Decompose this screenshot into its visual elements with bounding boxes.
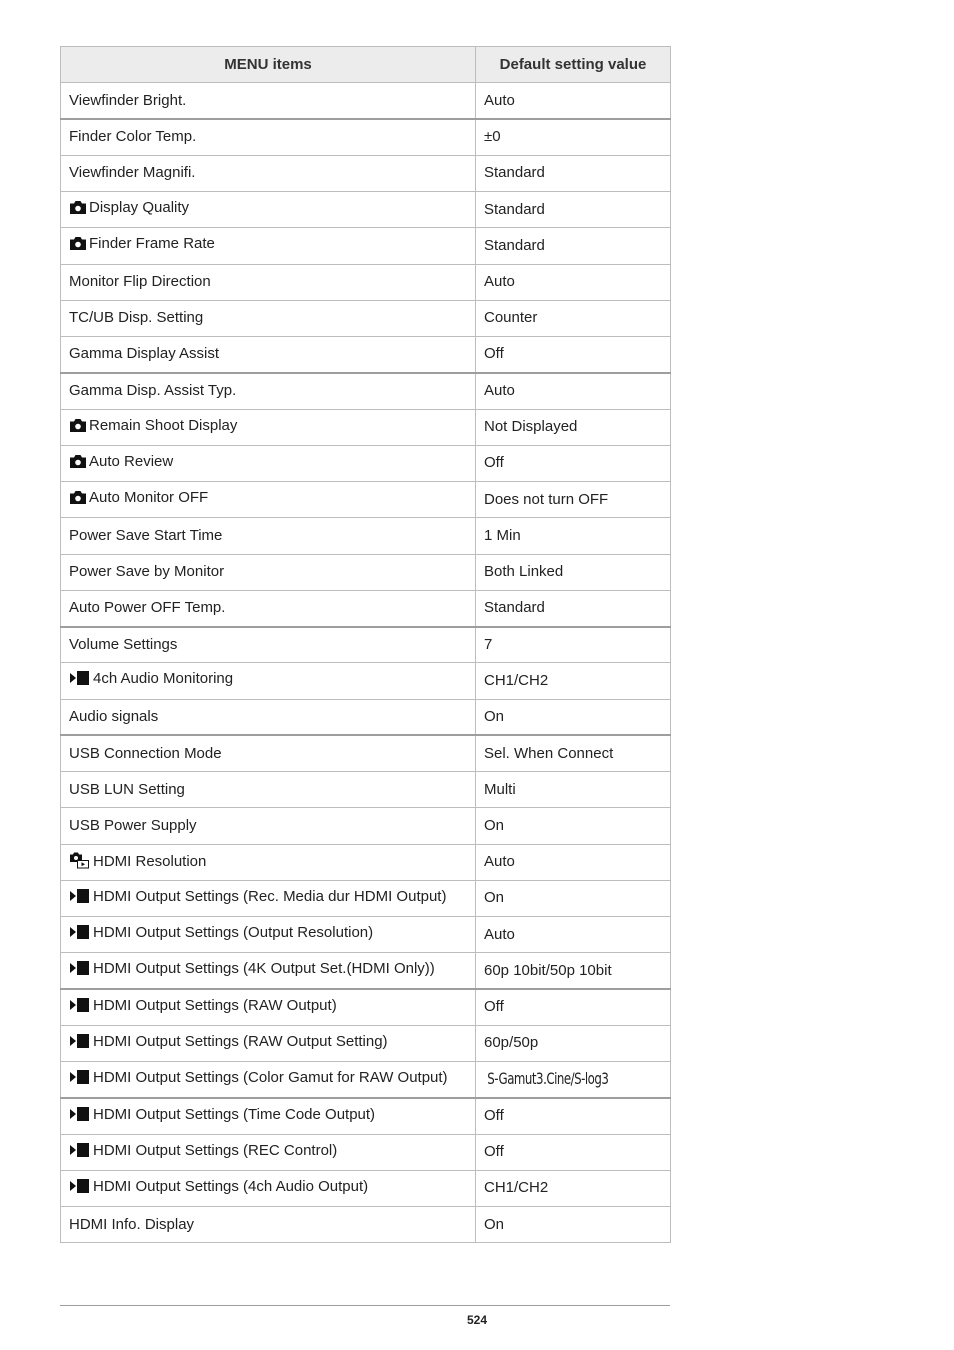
table-row [61, 482, 671, 518]
default-value-cell [476, 808, 671, 844]
menu-item-cell [61, 1207, 476, 1243]
menu-item-label: Remain Shoot Display [89, 416, 238, 434]
table-row [61, 1170, 671, 1206]
default-value: Auto [484, 853, 515, 871]
table-row [61, 735, 671, 771]
default-value: CH1/CH2 [484, 671, 549, 689]
menu-item-cell [61, 482, 476, 518]
default-value: Auto [484, 273, 515, 291]
default-value-cell [476, 699, 671, 735]
default-value-cell [476, 518, 671, 554]
still-camera-icon [69, 453, 87, 474]
table-row [61, 808, 671, 844]
table-row [61, 300, 671, 336]
menu-item-label: HDMI Output Settings (REC Control) [93, 1141, 338, 1159]
table-row [61, 699, 671, 735]
page-number: 524 [466, 1313, 488, 1327]
table-row [61, 663, 671, 699]
column-header-default-value: Default setting value [476, 47, 671, 83]
menu-item-label: HDMI Output Settings (4ch Audio Output) [93, 1177, 369, 1195]
table-row [61, 445, 671, 481]
default-value-cell [476, 1098, 671, 1134]
menu-item-label: USB LUN Setting [69, 780, 185, 798]
default-value: ±0 [484, 128, 501, 146]
still-camera-icon [69, 235, 87, 256]
menu-item-cell [61, 989, 476, 1025]
table-row [61, 989, 671, 1025]
menu-item-cell [61, 192, 476, 228]
default-value: On [484, 707, 505, 725]
default-value: Off [484, 1143, 504, 1161]
default-value-cell [476, 119, 671, 155]
table-row [61, 627, 671, 663]
default-value: 7 [484, 635, 493, 653]
table-row [61, 337, 671, 373]
table-row [61, 1134, 671, 1170]
table-row [61, 772, 671, 808]
header-row [61, 47, 671, 83]
default-value-cell [476, 264, 671, 300]
default-value: Not Displayed [484, 418, 578, 436]
table-row [61, 192, 671, 228]
table-row [61, 554, 671, 590]
default-value: Counter [484, 309, 538, 327]
menu-item-cell [61, 119, 476, 155]
default-value-cell [476, 627, 671, 663]
movie-camera-icon [69, 1069, 91, 1090]
menu-item-cell [61, 264, 476, 300]
default-value-cell [476, 337, 671, 373]
table-row [61, 264, 671, 300]
menu-item-cell [61, 808, 476, 844]
default-value: Standard [484, 200, 545, 218]
menu-item-cell [61, 1134, 476, 1170]
menu-item-cell [61, 337, 476, 373]
menu-item-cell [61, 300, 476, 336]
default-value: Standard [484, 599, 545, 617]
table-row [61, 880, 671, 916]
menu-item-label: 4ch Audio Monitoring [93, 670, 234, 688]
default-value: Both Linked [484, 563, 564, 581]
default-value: Sel. When Connect [484, 744, 614, 762]
table-row [61, 518, 671, 554]
default-value: Does not turn OFF [484, 490, 609, 508]
default-value: On [484, 889, 505, 907]
table-row [61, 373, 671, 409]
default-value: 60p/50p [484, 1034, 539, 1052]
menu-item-label: Gamma Disp. Assist Typ. [69, 382, 237, 400]
default-value: Auto [484, 91, 515, 109]
menu-item-label: HDMI Output Settings (Output Resolution) [93, 924, 374, 942]
still-camera-icon [69, 199, 87, 220]
menu-item-cell [61, 228, 476, 264]
menu-item-label: Viewfinder Magnifi. [69, 164, 196, 182]
movie-camera-icon [69, 924, 91, 945]
menu-item-label: HDMI Output Settings (RAW Output) [93, 996, 337, 1014]
menu-item-cell [61, 1025, 476, 1061]
movie-camera-icon [69, 670, 91, 691]
menu-item-label: Auto Power OFF Temp. [69, 599, 226, 617]
default-value-cell [476, 772, 671, 808]
default-value-cell [476, 482, 671, 518]
default-value: Multi [484, 780, 516, 798]
default-value-cell [476, 300, 671, 336]
menu-item-label: TC/UB Disp. Setting [69, 309, 204, 327]
menu-item-cell [61, 155, 476, 191]
menu-item-cell [61, 590, 476, 626]
default-value-cell [476, 192, 671, 228]
menu-item-label: HDMI Output Settings (Rec. Media dur HDMI Output) [93, 887, 447, 905]
default-value-cell [476, 880, 671, 916]
default-value: On [484, 816, 505, 834]
default-value: Off [484, 1107, 504, 1125]
default-value: On [484, 1215, 505, 1233]
menu-item-label: Monitor Flip Direction [69, 273, 211, 291]
table-row [61, 155, 671, 191]
default-value: CH1/CH2 [484, 1179, 549, 1197]
menu-item-label: Volume Settings [69, 635, 178, 653]
menu-item-cell [61, 772, 476, 808]
movie-camera-icon [69, 888, 91, 909]
menu-item-label: USB Connection Mode [69, 744, 222, 762]
default-value-cell [476, 953, 671, 989]
menu-item-cell [61, 554, 476, 590]
menu-item-cell [61, 663, 476, 699]
default-value: Standard [484, 236, 545, 254]
default-value-cell [476, 1170, 671, 1206]
menu-item-cell [61, 735, 476, 771]
still-camera-icon [69, 417, 87, 438]
menu-item-cell [61, 518, 476, 554]
default-value-cell [476, 409, 671, 445]
default-value-cell [476, 663, 671, 699]
movie-camera-icon [69, 1106, 91, 1127]
default-value-cell [476, 228, 671, 264]
default-value-cell [476, 1134, 671, 1170]
default-value: S-Gamut3.Cine/S-log3 [487, 1068, 609, 1088]
still-camera-icon [69, 489, 87, 510]
default-value-cell [476, 917, 671, 953]
table-row [61, 409, 671, 445]
menu-item-cell [61, 844, 476, 880]
default-value-cell [476, 989, 671, 1025]
default-value: Auto [484, 382, 515, 400]
menu-item-label: HDMI Output Settings (Color Gamut for RAW Output) [93, 1068, 448, 1086]
menu-item-cell [61, 917, 476, 953]
table-row [61, 119, 671, 155]
menu-item-label: Viewfinder Bright. [69, 91, 187, 109]
menu-item-cell [61, 1098, 476, 1134]
menu-item-label: Power Save by Monitor [69, 563, 225, 581]
table-row [61, 590, 671, 626]
menu-item-label: HDMI Output Settings (RAW Output Setting) [93, 1032, 388, 1050]
menu-item-cell [61, 409, 476, 445]
menu-item-label: Finder Frame Rate [89, 235, 215, 253]
movie-camera-icon [69, 1033, 91, 1054]
menu-item-label: Power Save Start Time [69, 526, 223, 544]
table-row [61, 917, 671, 953]
menu-item-label: Auto Review [89, 452, 174, 470]
menu-item-label: HDMI Output Settings (Time Code Output) [93, 1105, 376, 1123]
menu-item-cell [61, 880, 476, 916]
menu-item-cell [61, 953, 476, 989]
default-value-cell [476, 735, 671, 771]
default-value: Auto [484, 925, 515, 943]
menu-item-label: Display Quality [89, 199, 190, 217]
movie-camera-icon [69, 1178, 91, 1199]
default-value-cell [476, 373, 671, 409]
table-row [61, 1207, 671, 1243]
footer-divider [60, 1305, 670, 1306]
menu-item-cell [61, 699, 476, 735]
table-row [61, 83, 671, 119]
default-value: Standard [484, 164, 545, 182]
menu-item-cell [61, 445, 476, 481]
menu-item-label: Finder Color Temp. [69, 128, 197, 146]
menu-item-label: HDMI Resolution [93, 852, 207, 870]
default-value: 1 Min [484, 526, 521, 544]
menu-item-cell [61, 373, 476, 409]
menu-item-cell [61, 83, 476, 119]
table-row [61, 844, 671, 880]
settings-table [60, 46, 671, 1243]
camera-playback-icon [69, 851, 91, 874]
default-value-cell [476, 83, 671, 119]
default-value-cell [476, 1062, 671, 1098]
default-value-cell [476, 1025, 671, 1061]
default-value-cell [476, 1207, 671, 1243]
default-value: 60p 10bit/50p 10bit [484, 961, 612, 979]
default-value: Off [484, 345, 504, 363]
default-value: Off [484, 454, 504, 472]
menu-item-cell [61, 1062, 476, 1098]
default-value-cell [476, 844, 671, 880]
default-value: Off [484, 998, 504, 1016]
default-value-cell [476, 554, 671, 590]
table-row [61, 1025, 671, 1061]
table-row [61, 953, 671, 989]
menu-item-label: HDMI Output Settings (4K Output Set.(HDMI Only)) [93, 960, 435, 978]
menu-item-cell [61, 1170, 476, 1206]
default-value-cell [476, 155, 671, 191]
table-row [61, 228, 671, 264]
movie-camera-icon [69, 960, 91, 981]
movie-camera-icon [69, 997, 91, 1018]
table-row [61, 1098, 671, 1134]
default-value-cell [476, 590, 671, 626]
menu-item-label: USB Power Supply [69, 816, 197, 834]
column-header-menu-items: MENU items [61, 47, 476, 83]
default-value-cell [476, 445, 671, 481]
menu-item-label: Audio signals [69, 707, 159, 725]
menu-item-label: Auto Monitor OFF [89, 489, 209, 507]
table-row [61, 1062, 671, 1098]
menu-item-label: Gamma Display Assist [69, 345, 220, 363]
menu-item-cell [61, 627, 476, 663]
menu-item-label: HDMI Info. Display [69, 1215, 195, 1233]
movie-camera-icon [69, 1142, 91, 1163]
